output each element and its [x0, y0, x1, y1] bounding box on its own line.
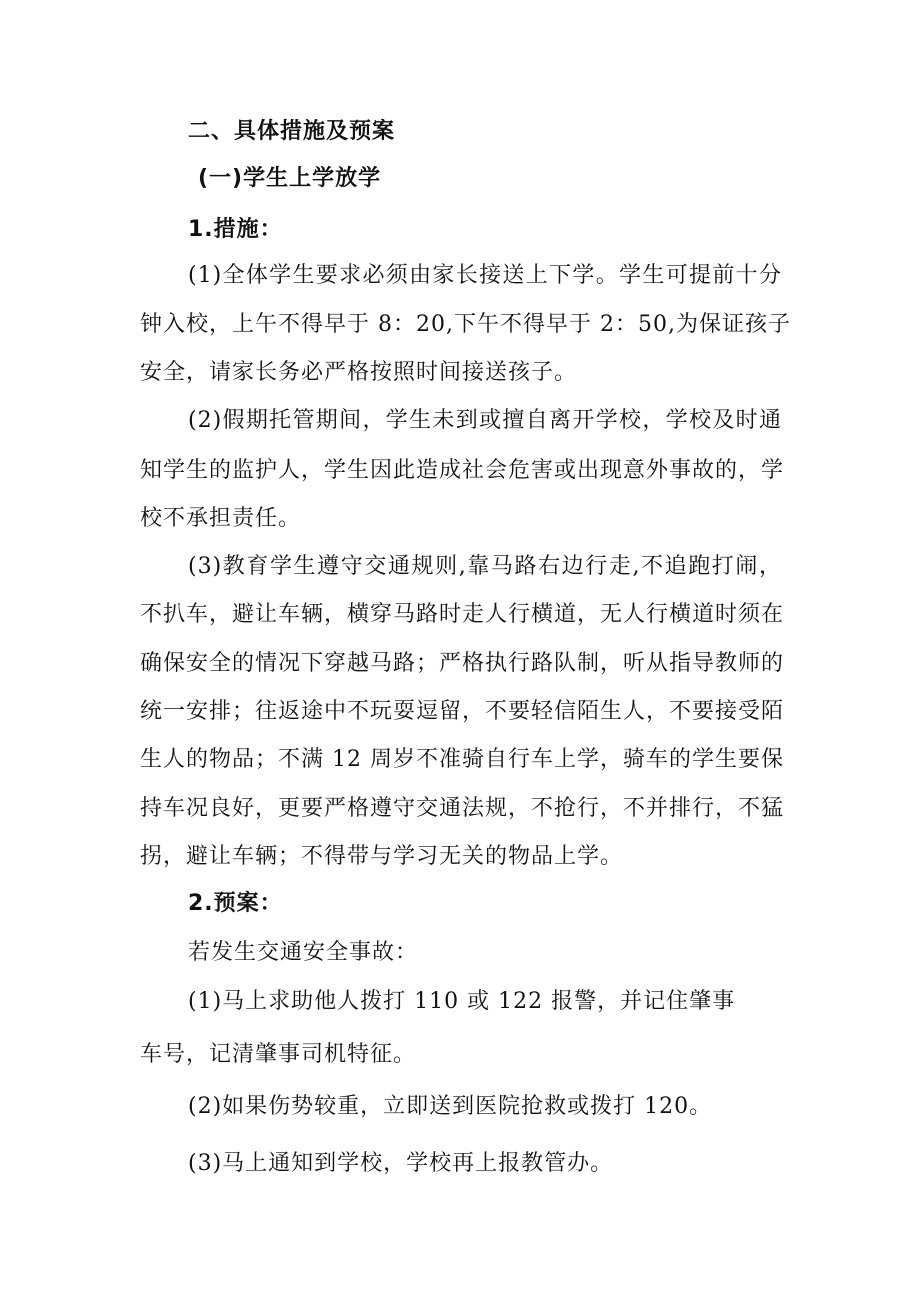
item3-line-3: 确保安全的情况下穿越马路；严格执行路队制，听从指导教师的 [140, 651, 785, 676]
section-title: 二、具体措施及预案 [188, 119, 396, 144]
plan-step3: (3)马上通知到学校，学校再上报教管办。 [188, 1151, 614, 1176]
plan-heading: 2.预案： [188, 891, 283, 916]
item1-line-2: 钟入校，上午不得早于 8：20,下午不得早于 2：50,为保证孩子 [140, 312, 791, 337]
item1-line-3: 安全，请家长务必严格按照时间接送孩子。 [140, 360, 578, 385]
item1-line-1: (1)全体学生要求必须由家长接送上下学。学生可提前十分 [188, 263, 782, 288]
item2-line-3: 校不承担责任。 [140, 506, 302, 531]
plan-intro: 若发生交通安全事故： [188, 940, 419, 965]
item2-line-1: (2)假期托管期间，学生未到或擅自离开学校，学校及时通 [188, 408, 782, 433]
plan-step1-line-1: (1)马上求助他人拨打 110 或 122 报警，并记住肇事 [188, 989, 736, 1014]
item3-line-1: (3)教育学生遵守交通规则,靠马路右边行走,不追跑打闹， [188, 554, 782, 579]
item3-line-5: 生人的物品；不满 12 周岁不准骑自行车上学，骑车的学生要保 [140, 747, 784, 772]
item3-line-7: 拐，避让车辆；不得带与学习无关的物品上学。 [140, 844, 624, 869]
item2-line-2: 知学生的监护人，学生因此造成社会危害或出现意外事故的，学 [140, 458, 785, 483]
measures-heading: 1.措施： [188, 217, 283, 242]
subsection-title: (一)学生上学放学 [198, 166, 382, 191]
item3-line-6: 持车况良好，更要严格遵守交通法规，不抢行，不并排行，不猛 [140, 796, 785, 821]
item3-line-2: 不扒车，避让车辆，横穿马路时走人行横道，无人行横道时须在 [140, 602, 785, 627]
item3-line-4: 统一安排；往返途中不玩耍逗留，不要轻信陌生人，不要接受陌 [140, 699, 785, 724]
plan-step1-line-2: 车号，记清肇事司机特征。 [140, 1042, 417, 1067]
plan-step2: (2)如果伤势较重，立即送到医院抢救或拨打 120。 [188, 1094, 713, 1119]
